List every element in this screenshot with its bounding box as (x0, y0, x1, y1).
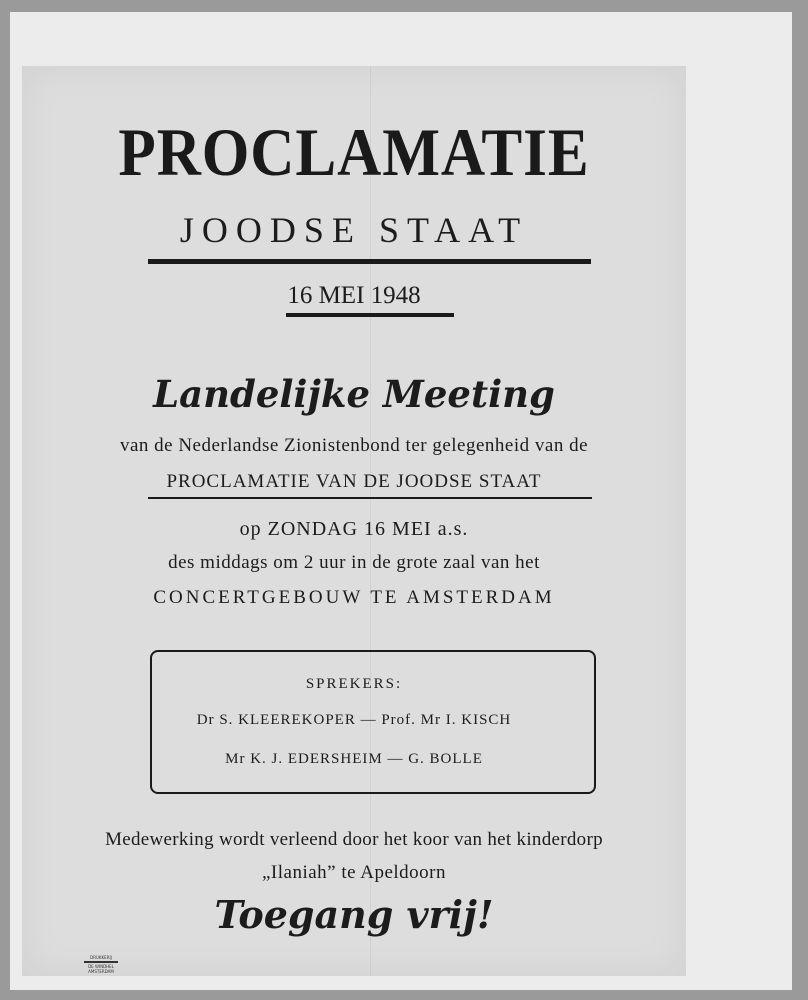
speakers-row-1: Dr S. KLEEREKOPER — Prof. Mr I. KISCH (196, 712, 512, 728)
admission-text: Toegang vrij! (214, 892, 494, 937)
printer-bar (84, 961, 118, 963)
printer-line-1: DRUKKERIJ (90, 955, 112, 960)
occasion-line: PROCLAMATIE VAN DE JOODSE STAAT (166, 471, 542, 492)
title-underline (148, 259, 591, 264)
printer-line-2: DE WINDHEL (88, 964, 114, 969)
choir-line: „Ilaniah” te Apeldoorn (261, 862, 447, 883)
day-line: op ZONDAG 16 MEI a.s. (239, 518, 469, 540)
venue-line: CONCERTGEBOUW TE AMSTERDAM (153, 587, 555, 608)
time-line: des middags om 2 uur in de grote zaal van het (168, 552, 540, 573)
poster-subtitle: JOODSE STAAT (179, 210, 529, 250)
cooperation-line: Medewerking wordt verleend door het koor van het kinderdorp (105, 829, 603, 850)
poster-date: 16 MEI 1948 (287, 282, 421, 309)
printer-mark (84, 955, 118, 974)
printer-line-3: AMSTERDAM (88, 969, 114, 974)
poster-title: PROCLAMATIE (118, 114, 590, 190)
meeting-heading: Landelijke Meeting (153, 372, 555, 416)
speakers-row-2: Mr K. J. EDERSHEIM — G. BOLLE (225, 751, 483, 767)
organizer-line: van de Nederlandse Zionistenbond ter gelegenheid van de (119, 435, 589, 456)
occasion-underline (148, 497, 592, 499)
date-underline (286, 313, 454, 317)
speakers-heading: SPREKERS: (305, 676, 403, 692)
